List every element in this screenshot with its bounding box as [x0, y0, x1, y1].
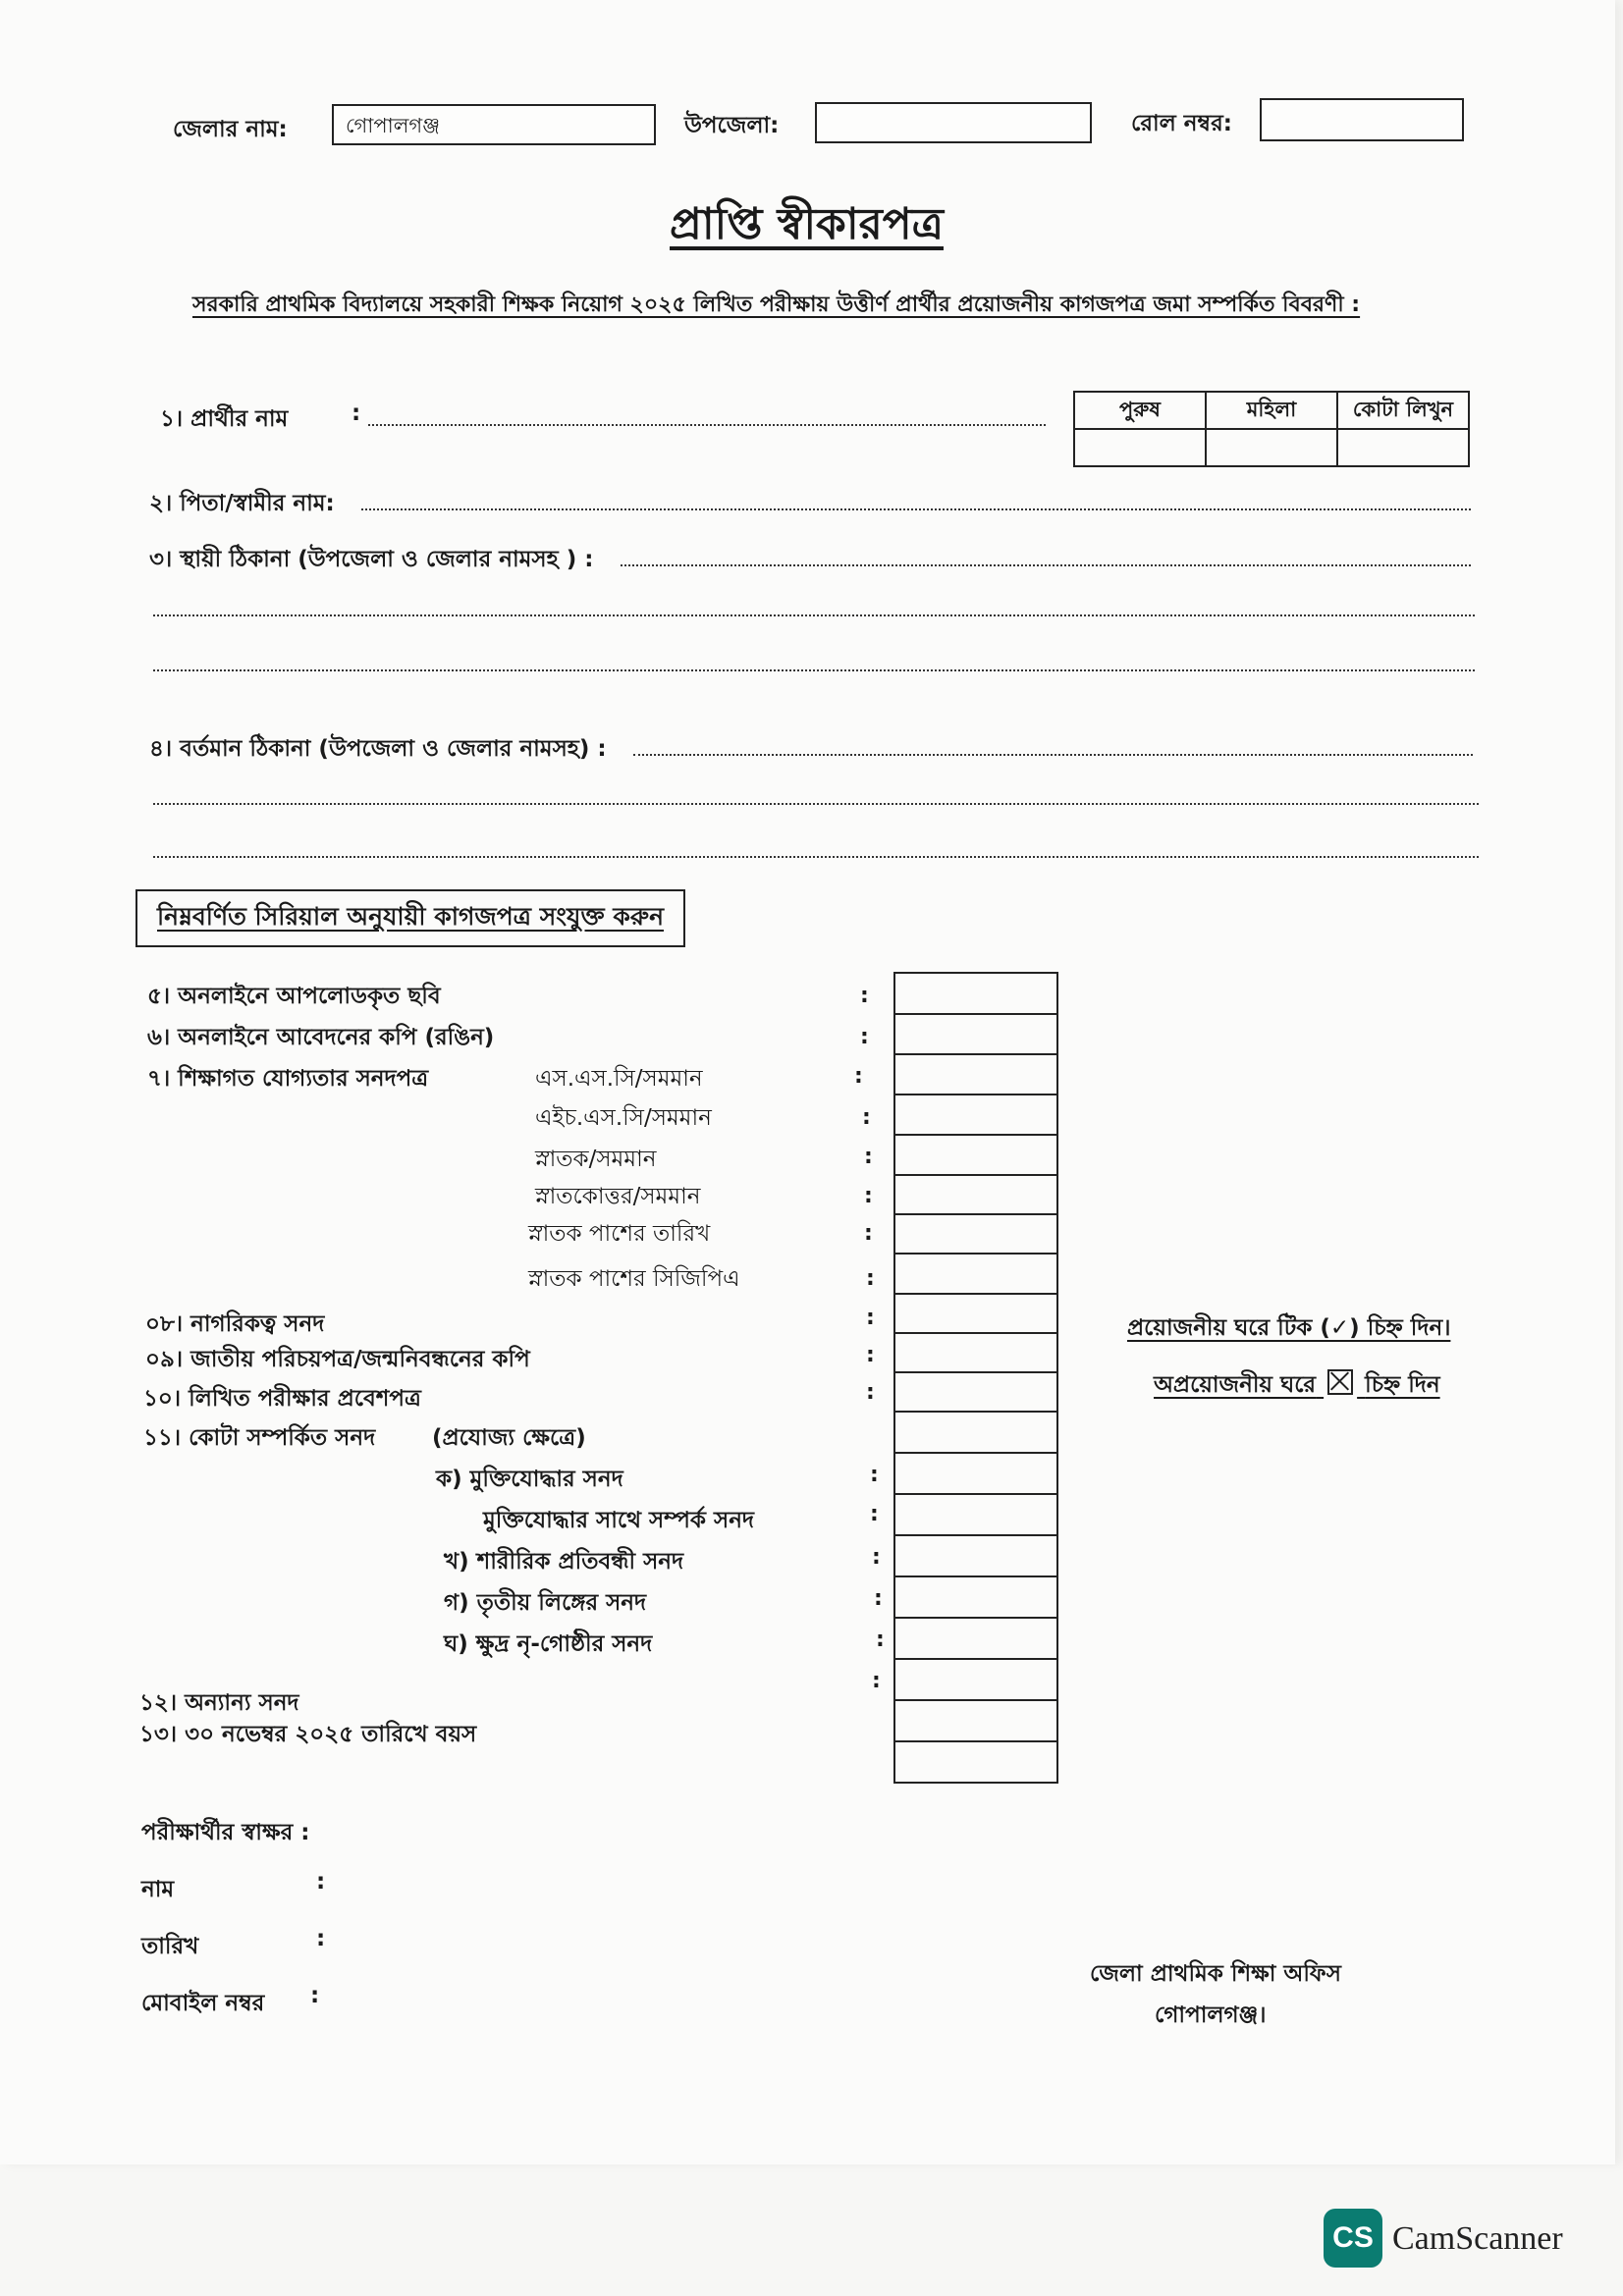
item-11d-ethnic: ঘ) ক্ষুদ্র নৃ-গোষ্ঠীর সনদ — [444, 1631, 653, 1657]
cross-instruction-pre: অপ্রয়োজনীয় ঘরে — [1154, 1372, 1317, 1398]
colon: : — [872, 1545, 881, 1570]
colon: : — [876, 1628, 885, 1652]
item-11b-disability: খ) শারীরিক প্রতিবন্ধী সনদ — [444, 1549, 684, 1575]
roll-value — [1262, 100, 1462, 108]
checkbox-cell[interactable] — [895, 1176, 1056, 1215]
upazila-value — [817, 104, 1090, 112]
item-12-others: ১২। অন্যান্য সনদ — [139, 1690, 299, 1716]
gender-table — [1073, 391, 1470, 467]
present-address-line-3[interactable] — [153, 856, 1479, 858]
upazila-label: উপজেলা: — [684, 113, 780, 138]
district-value: গোপালগঞ্জ — [346, 114, 441, 137]
checkbox-cell[interactable] — [895, 1255, 1056, 1295]
item-6-application: ৬। অনলাইনে আবেদনের কপি (রঙিন) — [147, 1025, 495, 1050]
permanent-address-line-1[interactable] — [621, 564, 1471, 566]
gender-male-header: পুরুষ — [1074, 392, 1206, 429]
item-11a2-ff-relation: মুক্তিযোদ্ধার সাথে সম্পর্ক সনদ — [483, 1508, 755, 1533]
item-7c-graduate: স্নাতক/সমমান — [535, 1147, 657, 1172]
item-11a-freedom-fighter: ক) মুক্তিযোদ্ধার সনদ — [436, 1467, 623, 1492]
cross-box-icon — [1327, 1369, 1353, 1395]
item-11-quota: ১১। কোটা সম্পর্কিত সনদ — [143, 1425, 376, 1451]
page-subtitle: সরকারি প্রাথমিক বিদ্যালয়ে সহকারী শিক্ষক নিয়োগ ২০২৫ লিখিত পরীক্ষায় উত্তীর্ণ প্রার্থীর প্রয়োজনীয় কাগজপত্র জমা সম্পর্কিত বিবরণী : — [192, 293, 1361, 317]
checkbox-cell[interactable] — [895, 1660, 1056, 1701]
item-13-age: ১৩। ৩০ নভেম্বর ২০২৫ তারিখে বয়স — [139, 1722, 477, 1747]
present-address-label: ৪। বর্তমান ঠিকানা (উপজেলা ও জেলার নামসহ) : — [149, 736, 607, 762]
colon: : — [866, 1306, 875, 1330]
colon: : — [862, 1105, 871, 1130]
section-title-box — [135, 889, 685, 947]
father-name-line[interactable] — [361, 508, 1471, 510]
permanent-address-line-2[interactable] — [153, 614, 1475, 616]
section-title: নিম্নবর্ণিত সিরিয়াল অনুযায়ী কাগজপত্র সংযুক্ত করুন — [157, 902, 665, 931]
colon: : — [866, 1380, 875, 1405]
tick-instruction: প্রয়োজনীয় ঘরে টিক (✓) চিহ্ন দিন। — [1127, 1315, 1451, 1341]
item-7-education: ৭। শিক্ষাগত যোগ্যতার সনদপত্র — [147, 1066, 429, 1092]
permanent-address-line-3[interactable] — [153, 669, 1475, 671]
camscanner-logo-icon: CS — [1324, 2209, 1382, 2268]
item-10-admit: ১০। লিখিত পরীক্ষার প্রবেশপত্র — [143, 1386, 421, 1412]
colon: : — [860, 1025, 869, 1049]
colon: : — [866, 1266, 875, 1291]
page-title: প্রাপ্তি স্বীকারপত্র — [670, 199, 944, 249]
item-5-photo: ৫। অনলাইনে আপলোডকৃত ছবি — [147, 984, 441, 1009]
gender-male-cell[interactable] — [1074, 429, 1206, 466]
checkbox-cell[interactable] — [895, 974, 1056, 1015]
candidate-name-line[interactable] — [368, 424, 1046, 426]
colon: : — [866, 1343, 875, 1367]
colon: : — [316, 1926, 326, 1951]
present-address-line-2[interactable] — [153, 803, 1479, 805]
checkbox-cell[interactable] — [895, 1295, 1056, 1334]
colon: : — [870, 1502, 879, 1526]
item-7b-hsc: এইচ.এস.সি/সমমান — [535, 1105, 712, 1131]
quota-cell[interactable] — [1337, 429, 1469, 466]
item-7a-ssc: এস.এস.সি/সমমান — [535, 1066, 703, 1092]
camscanner-watermark: CamScanner — [1392, 2220, 1563, 2257]
candidate-signature-label: পরীক্ষার্থীর স্বাক্ষর : — [141, 1820, 310, 1845]
quota-header: কোটা লিখুন — [1337, 392, 1469, 429]
father-name-label: ২। পিতা/স্বামীর নাম: — [149, 491, 335, 516]
candidate-name-label: ১। প্রার্থীর নাম — [160, 406, 289, 432]
cross-instruction — [1154, 1366, 1440, 1405]
cross-instruction-post: চিহ্ন দিন — [1365, 1372, 1440, 1398]
checkbox-cell[interactable] — [895, 1742, 1056, 1784]
checkbox-cell[interactable] — [895, 1495, 1056, 1536]
colon: : — [864, 1145, 873, 1169]
district-label: জেলার নাম: — [173, 117, 288, 142]
signature-date-label: তারিখ — [141, 1934, 199, 1959]
roll-label: রোল নম্বর: — [1131, 111, 1232, 136]
colon: : — [864, 1184, 873, 1208]
colon: : — [860, 984, 869, 1008]
item-11c-third-gender: গ) তৃতীয় লিঙ্গের সনদ — [444, 1590, 647, 1616]
checkbox-cell[interactable] — [895, 1536, 1056, 1577]
roll-field[interactable] — [1260, 98, 1464, 141]
gender-female-cell[interactable] — [1206, 429, 1337, 466]
permanent-address-label: ৩। স্থায়ী ঠিকানা (উপজেলা ও জেলার নামসহ ) : — [149, 547, 594, 572]
item-7e-grad-date: স্নাতক পাশের তারিখ — [528, 1221, 711, 1247]
checkbox-cell[interactable] — [895, 1577, 1056, 1619]
colon: : — [870, 1463, 879, 1487]
checkbox-cell[interactable] — [895, 1136, 1056, 1176]
checkbox-cell[interactable] — [895, 1454, 1056, 1495]
present-address-line-1[interactable] — [633, 754, 1473, 756]
checkbox-cell[interactable] — [895, 1619, 1056, 1660]
colon: : — [854, 1064, 863, 1089]
item-9-nid: ০৯। জাতীয় পরিচয়পত্র/জন্মনিবন্ধনের কপি — [145, 1347, 530, 1372]
item-11-note: (প্রযোজ্য ক্ষেত্রে) — [432, 1425, 586, 1451]
item-7d-postgraduate: স্নাতকোত্তর/সমমান — [535, 1184, 701, 1209]
office-location: গোপালগঞ্জ। — [1155, 2002, 1267, 2028]
checkbox-cell[interactable] — [895, 1373, 1056, 1413]
signature-name-label: নাম — [141, 1877, 175, 1902]
document-checklist-column — [893, 972, 1058, 1784]
checkbox-cell[interactable] — [895, 1055, 1056, 1095]
colon: : — [864, 1221, 873, 1246]
checkbox-cell[interactable] — [895, 1413, 1056, 1454]
district-field[interactable] — [332, 104, 656, 145]
item-8-citizenship: ০৮। নাগরিকত্ব সনদ — [145, 1311, 325, 1337]
candidate-name-colon: : — [352, 400, 361, 426]
colon: : — [310, 1983, 320, 2008]
checkbox-cell[interactable] — [895, 1095, 1056, 1136]
colon: : — [872, 1669, 881, 1693]
office-name: জেলা প্রাথমিক শিক্ষা অফিস — [1090, 1961, 1341, 1987]
checkbox-cell[interactable] — [895, 1015, 1056, 1055]
colon: : — [316, 1869, 326, 1895]
checkbox-cell[interactable] — [895, 1215, 1056, 1255]
colon: : — [874, 1586, 883, 1611]
signature-mobile-label: মোবাইল নম্বর — [141, 1991, 265, 2016]
checkbox-cell[interactable] — [895, 1334, 1056, 1373]
checkbox-cell[interactable] — [895, 1701, 1056, 1742]
gender-female-header: মহিলা — [1206, 392, 1337, 429]
item-7f-grad-cgpa: স্নাতক পাশের সিজিপিএ — [528, 1266, 740, 1292]
upazila-field[interactable] — [815, 102, 1092, 143]
